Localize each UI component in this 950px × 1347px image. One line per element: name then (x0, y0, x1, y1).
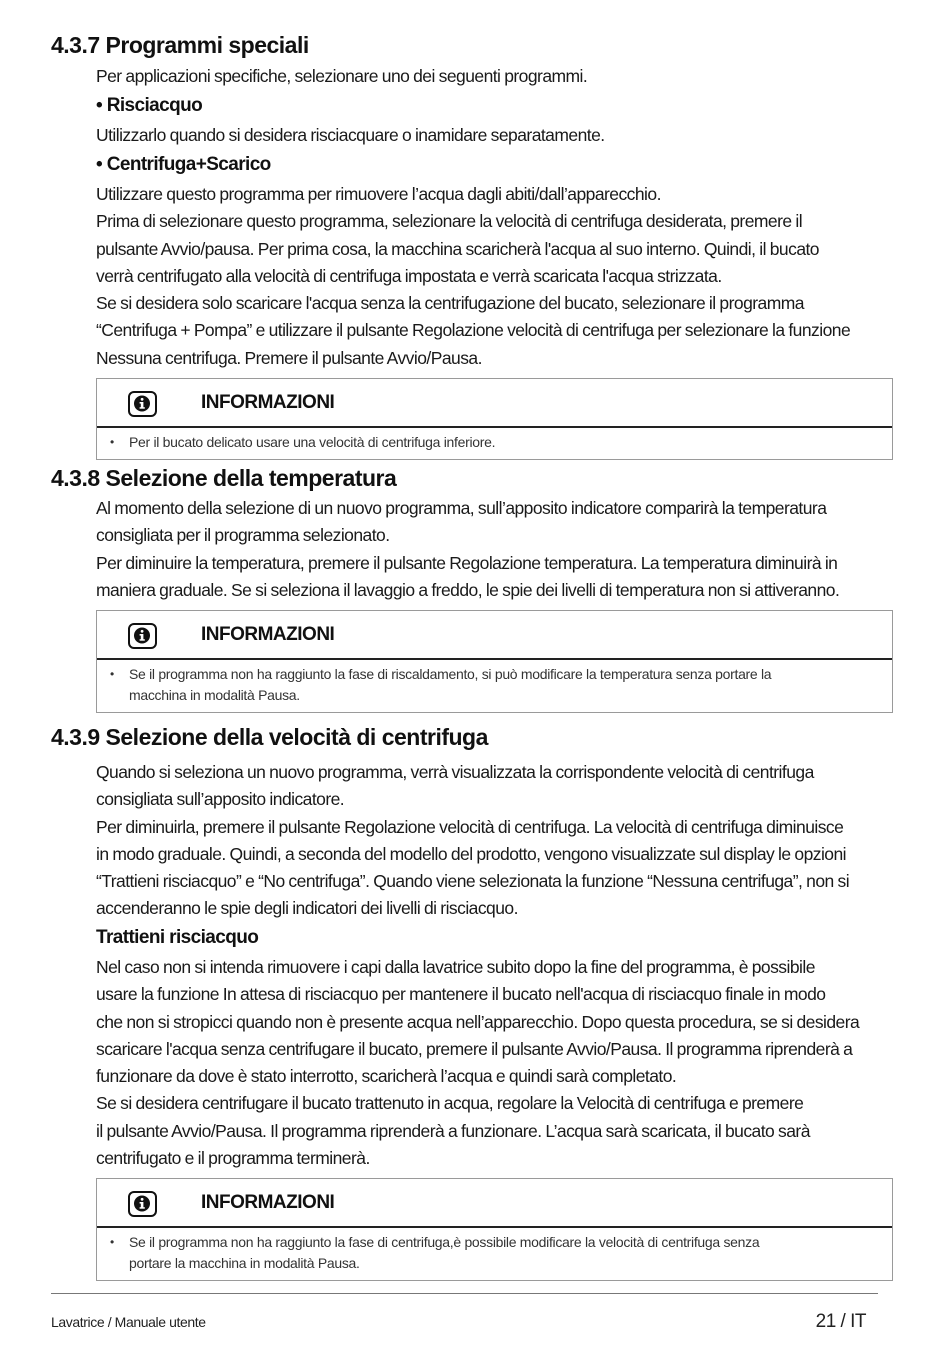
bullet-mark: • (110, 435, 114, 449)
trattieni-risciacquo-text: Nel caso non si intenda rimuovere i capi dalla lavatrice subito dopo la fine del programma, è possibile usare la funzione In attesa di risciacquo per mantenere il bucato nell'acqua di risciacquo finale in modo che non si stropicci quando non è presente acqua nell’apparecchio. Dopo questa procedura, se si desidera scaricare l'acqua senza centrifugare il bucato, premere il pulsante Avvio/Pausa. Il programma riprenderà a funzionare da dove è stato interrotto, scaricherà l’acqua e quindi sarà completato. Se si desidera centrifugare il bucato trattenuto in acqua, regolare la Velocità di centrifuga e premere il pulsante Avvio/Pausa. Il programma riprenderà a funzionare. L’acqua sarà scaricata, il bucato sarà centrifugato e il programma terminerà. (96, 957, 860, 1169)
centrifuga-scarico-text: Utilizzare questo programma per rimuovere l’acqua dagli abiti/dall’apparecchio. Prima di selezionare questo programma, selezionare la velocità di centrifuga desiderata, premere il pulsante Avvio/pausa. Per prima cosa, la macchina scaricherà l'acqua al suo interno. Quindi, il bucato verrà centrifugato alla velocità di centrifuga impostata e verrà scaricata l'acqua strizzata. Se si desidera solo scaricare l'acqua senza la centrifugazione del bucato, selezionare il programma “Centrifuga + Pompa” e utilizzare il pulsante Regolazione velocità di centrifuga per selezionare la funzione Nessuna centrifuga. Premere il pulsante Avvio/Pausa. (96, 184, 851, 368)
temperatura-text: Al momento della selezione di un nuovo programma, sull’apposito indicatore comparirà la temperatura consigliata per il programma selezionato. Per diminuire la temperatura, premere il pulsante Regolazione temperatura. La temperatura diminuirà in maniera graduale. Se si seleziona il lavaggio a freddo, le spie dei livelli di temperatura non si attiveranno. (96, 498, 840, 600)
info-box-body: • Se il programma non ha raggiunto la fase di riscaldamento, si può modificare la temperatura senza portare la macchina in modalità Pausa. (110, 666, 772, 703)
info-box-header (97, 379, 892, 428)
info-box-header (97, 611, 892, 660)
section-intro: Per applicazioni specifiche, selezionare uno dei seguenti programmi. (96, 66, 588, 86)
subheading-risciacquo: • Risciacquo (96, 95, 203, 116)
info-box-title: INFORMAZIONI (201, 392, 335, 413)
info-box-4-3-9 (96, 1178, 893, 1281)
bullet-mark: • (110, 1235, 114, 1249)
risciacquo-text: Utilizzarlo quando si desidera risciacquare o inamidare separatamente. (96, 125, 605, 145)
info-box-4-3-7 (96, 378, 893, 460)
page-number: 21 / IT (815, 1311, 866, 1332)
info-box-title: INFORMAZIONI (201, 624, 335, 645)
section-title-4-3-8: 4.3.8 Selezione della temperatura (51, 465, 397, 491)
footer-manual-title: Lavatrice / Manuale utente (51, 1314, 206, 1330)
info-box-body: • Se il programma non ha raggiunto la fase di centrifuga,è possibile modificare la velocità di centrifuga senza portare la macchina in modalità Pausa. (110, 1234, 760, 1271)
info-box-title: INFORMAZIONI (201, 1192, 335, 1213)
section-title-4-3-9: 4.3.9 Selezione della velocità di centrifuga (51, 724, 488, 750)
info-icon (128, 391, 157, 417)
info-box-4-3-8 (96, 610, 893, 713)
subheading-trattieni-risciacquo: Trattieni risciacquo (96, 927, 259, 948)
info-icon (128, 1191, 157, 1217)
subheading-centrifuga-scarico: • Centrifuga+Scarico (96, 154, 271, 175)
centrifuga-text: Quando si seleziona un nuovo programma, verrà visualizzata la corrispondente velocità di centrifuga consigliata sull’apposito indicatore. Per diminuirla, premere il pulsante Regolazione velocità di centrifuga. La velocità di centrifuga diminuisce in modo graduale. Quindi, a seconda del modello del prodotto, vengono visualizzate sul display le opzioni “Trattieni risciacquo” e “No centrifuga”. Quando viene selezionata la funzione “Nessuna centrifuga”, non si accenderanno le spie degli indicatori dei livelli di risciacquo. (96, 762, 850, 919)
info-box-header (97, 1179, 892, 1228)
bullet-mark: • (110, 667, 114, 681)
info-box-body: • Per il bucato delicato usare una velocità di centrifuga inferiore. (97, 428, 892, 459)
footer-divider (51, 1293, 878, 1294)
section-title-4-3-7: 4.3.7 Programmi speciali (51, 32, 309, 58)
info-icon (128, 623, 157, 649)
